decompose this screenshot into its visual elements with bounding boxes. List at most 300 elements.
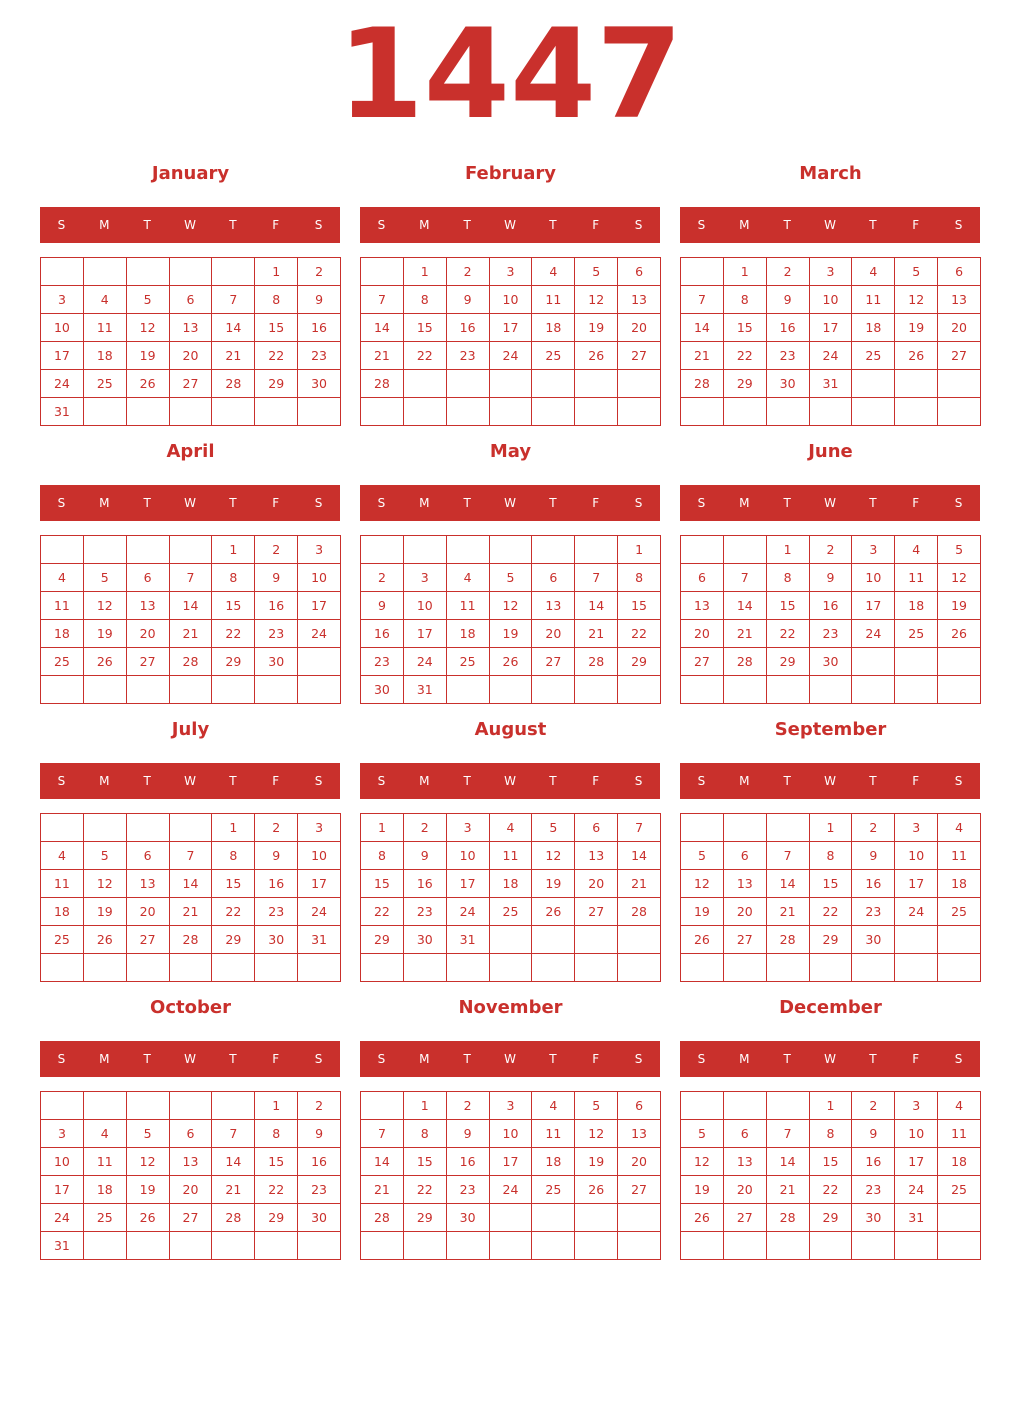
day-cell: 26 bbox=[894, 341, 938, 370]
day-cell: 1 bbox=[617, 535, 661, 564]
day-cell: 21 bbox=[360, 341, 404, 370]
day-cell: 17 bbox=[851, 591, 895, 620]
weekday-label: T bbox=[229, 218, 237, 232]
day-cell: 24 bbox=[851, 619, 895, 648]
weekday-label: S bbox=[57, 1052, 66, 1066]
day-cell: 10 bbox=[297, 841, 341, 870]
day-cell: 10 bbox=[297, 563, 341, 592]
weekday-label: S bbox=[314, 496, 323, 510]
day-cell: 1 bbox=[211, 535, 255, 564]
day-cell: 27 bbox=[617, 341, 661, 370]
day-cell: 16 bbox=[254, 591, 298, 620]
day-cell: 8 bbox=[211, 841, 255, 870]
day-cell bbox=[617, 675, 661, 704]
day-cell: 22 bbox=[254, 341, 298, 370]
day-cell bbox=[211, 1231, 255, 1260]
day-cell: 23 bbox=[766, 341, 810, 370]
day-cell: 28 bbox=[723, 647, 767, 676]
day-cell: 1 bbox=[360, 813, 404, 842]
weekday-label: S bbox=[634, 1052, 643, 1066]
day-cell: 14 bbox=[766, 869, 810, 898]
day-cell: 19 bbox=[83, 619, 127, 648]
day-cell: 10 bbox=[809, 285, 853, 314]
day-cell bbox=[531, 369, 575, 398]
day-cell: 9 bbox=[254, 563, 298, 592]
weekday-label: T bbox=[869, 774, 877, 788]
weekday-label: T bbox=[229, 496, 237, 510]
weekday-label: S bbox=[377, 218, 386, 232]
day-cell: 29 bbox=[211, 925, 255, 954]
day-cell bbox=[83, 1231, 127, 1260]
day-cell: 13 bbox=[531, 591, 575, 620]
day-cell: 13 bbox=[937, 285, 981, 314]
day-cell: 3 bbox=[489, 1091, 533, 1120]
day-cell: 12 bbox=[126, 313, 170, 342]
weekday-label: S bbox=[634, 496, 643, 510]
day-cell: 19 bbox=[680, 897, 724, 926]
weekday-label: T bbox=[783, 218, 791, 232]
day-cell bbox=[766, 813, 810, 842]
day-cell: 18 bbox=[937, 1147, 981, 1176]
day-cell: 15 bbox=[403, 313, 447, 342]
day-cell: 8 bbox=[766, 563, 810, 592]
day-cell bbox=[489, 397, 533, 426]
day-cell bbox=[574, 675, 618, 704]
day-cell: 27 bbox=[574, 897, 618, 926]
day-cell: 12 bbox=[83, 869, 127, 898]
day-cell bbox=[937, 397, 981, 426]
day-grid bbox=[40, 1091, 341, 1260]
day-cell: 11 bbox=[83, 313, 127, 342]
weekday-header bbox=[360, 1041, 660, 1077]
day-cell: 3 bbox=[894, 813, 938, 842]
day-cell: 8 bbox=[403, 1119, 447, 1148]
day-cell bbox=[851, 369, 895, 398]
weekday-header bbox=[360, 485, 660, 521]
day-cell: 10 bbox=[446, 841, 490, 870]
day-cell: 16 bbox=[446, 313, 490, 342]
day-cell: 25 bbox=[937, 897, 981, 926]
month-name: January bbox=[151, 163, 230, 184]
day-cell bbox=[489, 369, 533, 398]
day-cell: 27 bbox=[169, 1203, 213, 1232]
weekday-label: T bbox=[549, 218, 557, 232]
day-cell: 2 bbox=[446, 1091, 490, 1120]
day-cell: 7 bbox=[680, 285, 724, 314]
day-cell: 19 bbox=[126, 1175, 170, 1204]
day-cell bbox=[723, 813, 767, 842]
weekday-label: W bbox=[824, 1052, 836, 1066]
day-cell bbox=[937, 647, 981, 676]
day-cell: 16 bbox=[360, 619, 404, 648]
day-cell: 9 bbox=[297, 1119, 341, 1148]
weekday-label: F bbox=[592, 496, 600, 510]
day-cell: 24 bbox=[809, 341, 853, 370]
day-cell bbox=[40, 1091, 84, 1120]
day-cell bbox=[680, 675, 724, 704]
day-cell: 14 bbox=[617, 841, 661, 870]
day-cell: 27 bbox=[169, 369, 213, 398]
day-cell bbox=[446, 397, 490, 426]
day-cell bbox=[680, 535, 724, 564]
weekday-label: T bbox=[783, 496, 791, 510]
day-cell: 3 bbox=[446, 813, 490, 842]
day-cell: 17 bbox=[809, 313, 853, 342]
day-cell: 11 bbox=[937, 841, 981, 870]
day-cell: 13 bbox=[126, 591, 170, 620]
day-cell: 28 bbox=[169, 925, 213, 954]
day-cell: 31 bbox=[894, 1203, 938, 1232]
year-title: 1447 bbox=[337, 3, 683, 147]
day-cell: 4 bbox=[937, 1091, 981, 1120]
weekday-label: S bbox=[57, 774, 66, 788]
day-cell: 7 bbox=[360, 1119, 404, 1148]
weekday-label: S bbox=[57, 496, 66, 510]
day-cell: 19 bbox=[531, 869, 575, 898]
day-cell: 26 bbox=[574, 1175, 618, 1204]
day-cell bbox=[40, 675, 84, 704]
day-cell bbox=[894, 369, 938, 398]
day-cell: 13 bbox=[126, 869, 170, 898]
day-cell: 2 bbox=[297, 257, 341, 286]
day-cell bbox=[489, 1203, 533, 1232]
day-cell: 4 bbox=[40, 841, 84, 870]
month-name: April bbox=[166, 441, 215, 462]
day-cell: 21 bbox=[766, 897, 810, 926]
day-cell: 18 bbox=[937, 869, 981, 898]
day-cell: 27 bbox=[617, 1175, 661, 1204]
day-cell bbox=[723, 535, 767, 564]
weekday-label: M bbox=[419, 218, 430, 232]
day-cell: 18 bbox=[531, 313, 575, 342]
weekday-label: M bbox=[739, 218, 750, 232]
day-cell: 25 bbox=[894, 619, 938, 648]
day-cell bbox=[766, 1091, 810, 1120]
weekday-label: T bbox=[869, 1052, 877, 1066]
day-cell: 8 bbox=[254, 285, 298, 314]
day-cell bbox=[723, 1091, 767, 1120]
day-cell: 17 bbox=[40, 1175, 84, 1204]
day-cell: 3 bbox=[403, 563, 447, 592]
day-cell bbox=[809, 675, 853, 704]
day-cell: 4 bbox=[489, 813, 533, 842]
day-cell: 6 bbox=[574, 813, 618, 842]
day-cell bbox=[809, 1231, 853, 1260]
day-cell bbox=[211, 397, 255, 426]
day-cell: 27 bbox=[723, 1203, 767, 1232]
day-cell bbox=[403, 953, 447, 982]
day-cell bbox=[937, 675, 981, 704]
day-cell: 16 bbox=[403, 869, 447, 898]
weekday-label: T bbox=[549, 774, 557, 788]
day-cell: 17 bbox=[40, 341, 84, 370]
day-cell: 11 bbox=[40, 869, 84, 898]
weekday-label: T bbox=[463, 496, 471, 510]
day-cell: 4 bbox=[894, 535, 938, 564]
day-cell bbox=[297, 953, 341, 982]
weekday-label: S bbox=[697, 1052, 706, 1066]
day-cell: 23 bbox=[360, 647, 404, 676]
day-cell: 14 bbox=[211, 1147, 255, 1176]
day-cell: 6 bbox=[126, 563, 170, 592]
day-cell bbox=[126, 397, 170, 426]
day-cell bbox=[83, 257, 127, 286]
day-cell: 21 bbox=[211, 341, 255, 370]
weekday-label: S bbox=[634, 218, 643, 232]
day-cell: 15 bbox=[403, 1147, 447, 1176]
day-cell: 21 bbox=[169, 897, 213, 926]
day-cell: 15 bbox=[211, 591, 255, 620]
weekday-label: F bbox=[272, 218, 280, 232]
day-cell: 3 bbox=[894, 1091, 938, 1120]
weekday-label: M bbox=[99, 1052, 110, 1066]
day-cell bbox=[617, 953, 661, 982]
day-cell bbox=[126, 675, 170, 704]
day-cell: 28 bbox=[211, 1203, 255, 1232]
day-cell: 30 bbox=[809, 647, 853, 676]
weekday-label: F bbox=[592, 774, 600, 788]
day-cell: 19 bbox=[680, 1175, 724, 1204]
weekday-label: M bbox=[99, 496, 110, 510]
day-cell: 14 bbox=[680, 313, 724, 342]
day-cell: 11 bbox=[83, 1147, 127, 1176]
day-cell: 23 bbox=[446, 1175, 490, 1204]
day-cell: 21 bbox=[211, 1175, 255, 1204]
weekday-label: M bbox=[419, 774, 430, 788]
day-cell: 19 bbox=[489, 619, 533, 648]
day-cell bbox=[617, 397, 661, 426]
day-cell: 6 bbox=[617, 257, 661, 286]
day-cell bbox=[297, 675, 341, 704]
weekday-label: T bbox=[229, 774, 237, 788]
day-cell: 12 bbox=[574, 285, 618, 314]
month-name: December bbox=[779, 997, 882, 1018]
day-cell bbox=[360, 953, 404, 982]
day-cell: 13 bbox=[617, 285, 661, 314]
day-cell bbox=[894, 647, 938, 676]
weekday-header bbox=[680, 763, 980, 799]
day-cell: 17 bbox=[894, 1147, 938, 1176]
day-cell: 31 bbox=[809, 369, 853, 398]
day-cell: 5 bbox=[126, 1119, 170, 1148]
day-cell: 29 bbox=[403, 1203, 447, 1232]
weekday-label: W bbox=[184, 1052, 196, 1066]
month-name: May bbox=[489, 441, 532, 462]
day-cell: 22 bbox=[254, 1175, 298, 1204]
day-cell bbox=[489, 925, 533, 954]
weekday-label: S bbox=[57, 218, 66, 232]
day-cell: 2 bbox=[851, 1091, 895, 1120]
day-cell: 9 bbox=[766, 285, 810, 314]
day-cell bbox=[126, 257, 170, 286]
day-cell: 16 bbox=[297, 313, 341, 342]
day-cell: 31 bbox=[403, 675, 447, 704]
day-cell: 5 bbox=[489, 563, 533, 592]
weekday-header bbox=[680, 485, 980, 521]
day-cell: 17 bbox=[446, 869, 490, 898]
day-cell: 28 bbox=[360, 369, 404, 398]
day-cell: 30 bbox=[297, 369, 341, 398]
day-cell: 21 bbox=[169, 619, 213, 648]
day-grid bbox=[360, 257, 661, 426]
day-cell bbox=[531, 397, 575, 426]
day-cell bbox=[723, 1231, 767, 1260]
day-cell: 15 bbox=[766, 591, 810, 620]
weekday-label: W bbox=[504, 774, 516, 788]
weekday-header bbox=[680, 207, 980, 243]
day-cell: 15 bbox=[809, 1147, 853, 1176]
day-cell: 9 bbox=[254, 841, 298, 870]
day-cell: 2 bbox=[851, 813, 895, 842]
day-cell bbox=[574, 1231, 618, 1260]
day-cell: 5 bbox=[83, 841, 127, 870]
day-cell: 15 bbox=[617, 591, 661, 620]
day-cell bbox=[809, 397, 853, 426]
day-cell: 7 bbox=[169, 563, 213, 592]
day-cell: 5 bbox=[894, 257, 938, 286]
day-cell: 9 bbox=[446, 1119, 490, 1148]
day-cell: 11 bbox=[531, 285, 575, 314]
day-cell: 24 bbox=[489, 341, 533, 370]
weekday-label: T bbox=[783, 774, 791, 788]
day-cell: 5 bbox=[574, 1091, 618, 1120]
day-cell: 20 bbox=[169, 341, 213, 370]
day-cell: 1 bbox=[809, 813, 853, 842]
day-cell bbox=[360, 1091, 404, 1120]
day-cell: 26 bbox=[126, 369, 170, 398]
day-cell: 26 bbox=[126, 1203, 170, 1232]
day-cell: 3 bbox=[297, 813, 341, 842]
day-cell: 15 bbox=[254, 313, 298, 342]
day-cell bbox=[766, 675, 810, 704]
day-cell bbox=[83, 675, 127, 704]
day-cell: 24 bbox=[894, 897, 938, 926]
day-cell: 14 bbox=[169, 591, 213, 620]
day-cell: 15 bbox=[254, 1147, 298, 1176]
day-cell: 2 bbox=[403, 813, 447, 842]
weekday-label: S bbox=[954, 1052, 963, 1066]
day-cell: 29 bbox=[809, 925, 853, 954]
weekday-label: S bbox=[377, 496, 386, 510]
day-cell: 5 bbox=[83, 563, 127, 592]
day-cell: 24 bbox=[894, 1175, 938, 1204]
day-cell: 28 bbox=[169, 647, 213, 676]
day-cell: 16 bbox=[851, 1147, 895, 1176]
day-cell: 27 bbox=[126, 647, 170, 676]
day-cell: 10 bbox=[40, 1147, 84, 1176]
day-cell bbox=[617, 369, 661, 398]
day-cell: 2 bbox=[809, 535, 853, 564]
day-cell: 20 bbox=[723, 897, 767, 926]
day-cell: 10 bbox=[489, 285, 533, 314]
day-cell: 9 bbox=[809, 563, 853, 592]
month-name: November bbox=[458, 997, 563, 1018]
day-cell: 8 bbox=[617, 563, 661, 592]
day-cell: 23 bbox=[254, 619, 298, 648]
day-cell: 18 bbox=[489, 869, 533, 898]
day-cell: 1 bbox=[723, 257, 767, 286]
weekday-label: F bbox=[592, 1052, 600, 1066]
day-grid bbox=[360, 535, 661, 704]
day-cell: 30 bbox=[297, 1203, 341, 1232]
day-cell: 23 bbox=[446, 341, 490, 370]
day-cell: 30 bbox=[403, 925, 447, 954]
day-cell: 29 bbox=[360, 925, 404, 954]
weekday-label: T bbox=[143, 774, 151, 788]
weekday-label: W bbox=[824, 496, 836, 510]
day-cell: 14 bbox=[360, 313, 404, 342]
day-cell: 4 bbox=[937, 813, 981, 842]
month-name: June bbox=[808, 441, 853, 462]
day-cell: 20 bbox=[574, 869, 618, 898]
day-cell: 8 bbox=[254, 1119, 298, 1148]
day-cell bbox=[169, 535, 213, 564]
day-cell: 10 bbox=[489, 1119, 533, 1148]
day-cell: 25 bbox=[83, 1203, 127, 1232]
day-cell: 17 bbox=[297, 591, 341, 620]
day-cell: 22 bbox=[403, 1175, 447, 1204]
day-cell: 1 bbox=[211, 813, 255, 842]
day-cell: 12 bbox=[489, 591, 533, 620]
day-cell: 24 bbox=[297, 619, 341, 648]
day-cell: 15 bbox=[360, 869, 404, 898]
day-cell: 21 bbox=[574, 619, 618, 648]
day-cell: 29 bbox=[723, 369, 767, 398]
day-cell: 2 bbox=[254, 535, 298, 564]
day-cell bbox=[40, 953, 84, 982]
weekday-label: F bbox=[272, 496, 280, 510]
day-cell bbox=[531, 925, 575, 954]
day-cell bbox=[937, 1231, 981, 1260]
day-cell: 6 bbox=[937, 257, 981, 286]
weekday-label: T bbox=[463, 774, 471, 788]
day-cell: 15 bbox=[809, 869, 853, 898]
weekday-label: S bbox=[314, 1052, 323, 1066]
day-cell: 7 bbox=[211, 1119, 255, 1148]
weekday-header bbox=[360, 763, 660, 799]
day-cell: 27 bbox=[937, 341, 981, 370]
day-cell bbox=[126, 535, 170, 564]
day-cell bbox=[766, 397, 810, 426]
day-cell: 7 bbox=[617, 813, 661, 842]
day-cell: 22 bbox=[360, 897, 404, 926]
day-cell bbox=[894, 397, 938, 426]
day-cell: 9 bbox=[360, 591, 404, 620]
day-cell: 10 bbox=[894, 841, 938, 870]
day-cell: 31 bbox=[446, 925, 490, 954]
day-cell bbox=[169, 813, 213, 842]
day-cell: 2 bbox=[446, 257, 490, 286]
weekday-header bbox=[360, 207, 660, 243]
weekday-label: T bbox=[783, 1052, 791, 1066]
day-cell: 16 bbox=[254, 869, 298, 898]
day-cell: 7 bbox=[574, 563, 618, 592]
day-cell bbox=[297, 397, 341, 426]
day-cell bbox=[531, 953, 575, 982]
weekday-label: S bbox=[314, 774, 323, 788]
weekday-label: S bbox=[697, 774, 706, 788]
day-cell: 12 bbox=[680, 869, 724, 898]
day-cell bbox=[574, 1203, 618, 1232]
day-cell: 19 bbox=[126, 341, 170, 370]
day-cell: 10 bbox=[851, 563, 895, 592]
day-cell bbox=[894, 675, 938, 704]
day-cell: 10 bbox=[40, 313, 84, 342]
day-cell bbox=[937, 369, 981, 398]
day-cell bbox=[851, 397, 895, 426]
day-cell bbox=[680, 813, 724, 842]
day-cell: 20 bbox=[126, 619, 170, 648]
